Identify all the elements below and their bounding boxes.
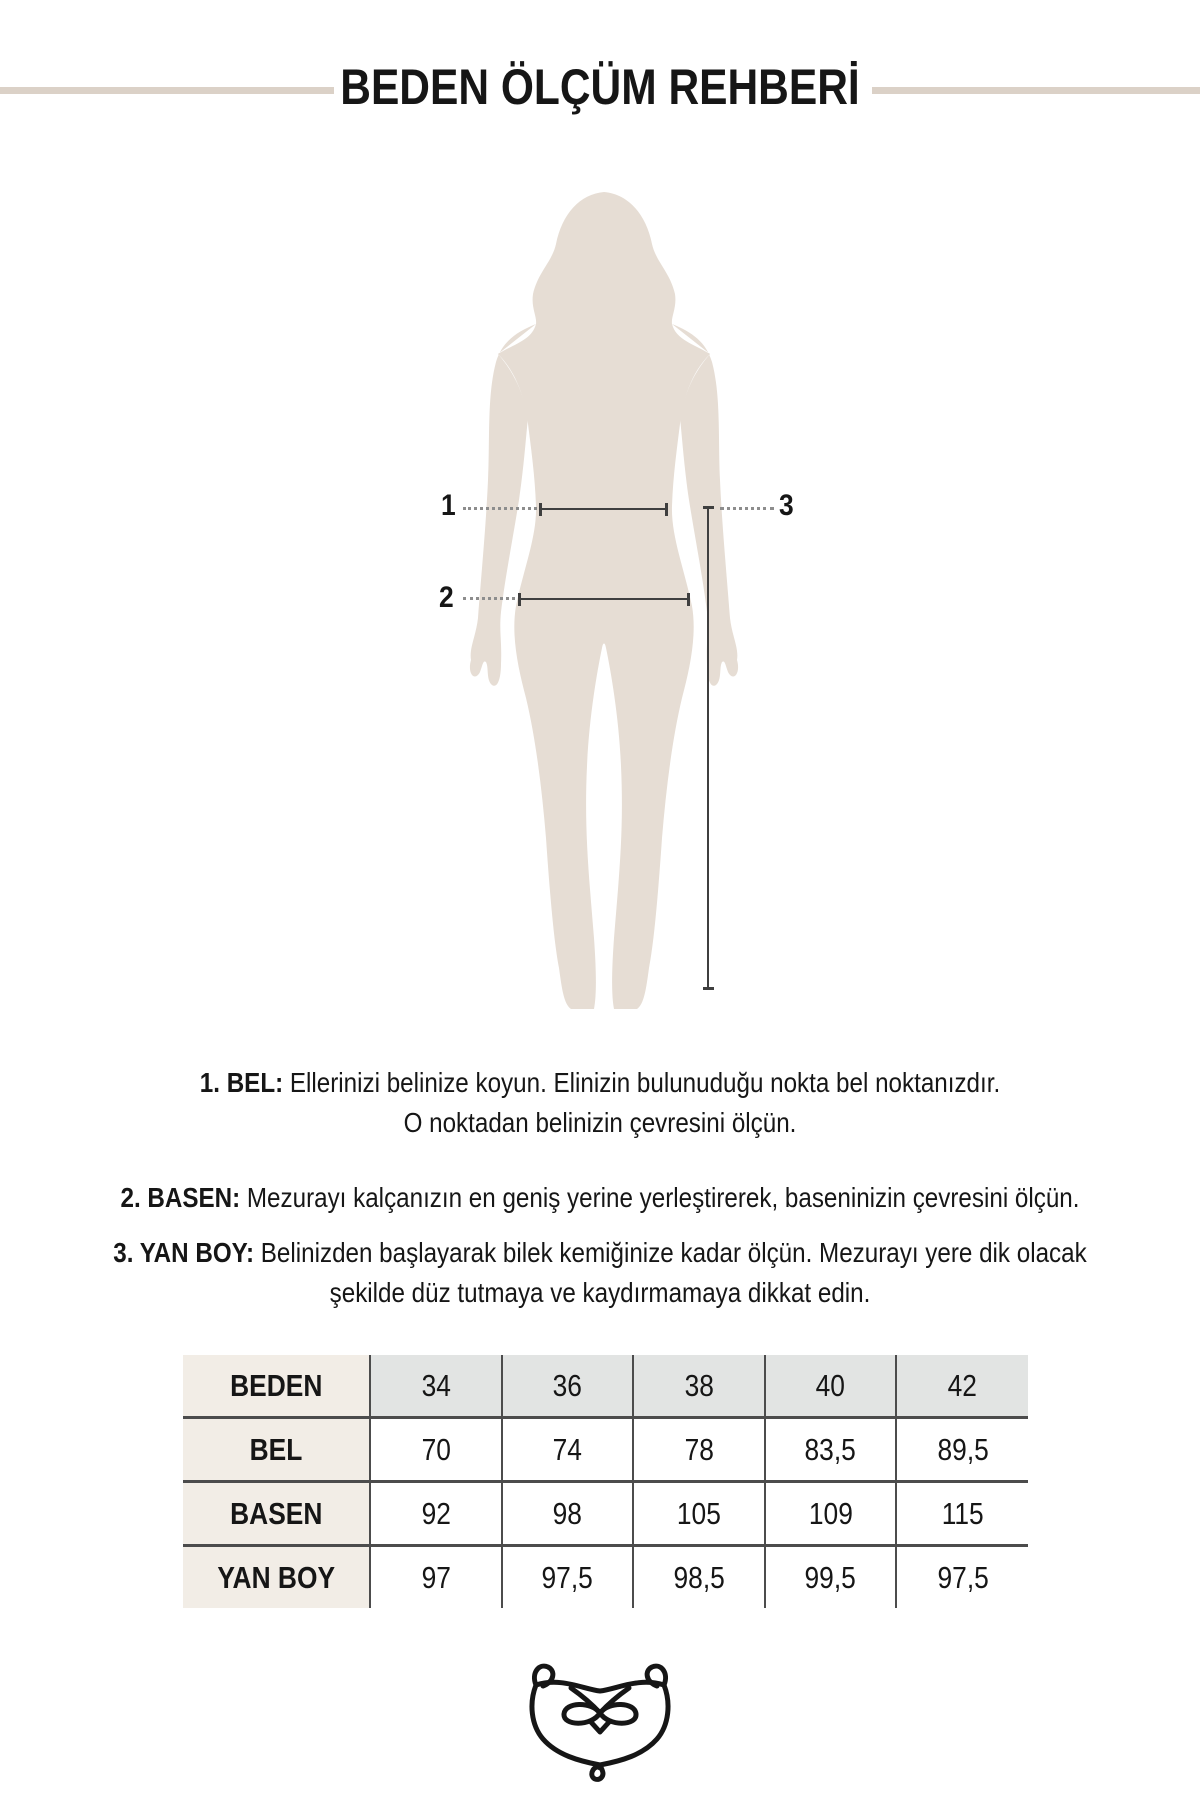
instruction-bel (72, 1063, 1128, 1143)
ornament-infinity (564, 1704, 636, 1723)
instruction-bel-label: 1. BEL: (199, 1067, 284, 1098)
row-label-basen: BASEN (183, 1482, 370, 1546)
cell-bel-38: 78 (633, 1418, 765, 1482)
instruction-yanboy-label: 3. YAN BOY: (113, 1237, 255, 1268)
header-cell-size-42: 42 (896, 1355, 1028, 1418)
instruction-yanboy-text-line2: şekilde düz tutmaya ve kaydırmamaya dikkat edin. (329, 1277, 871, 1308)
waist-marker-number: 1 (441, 489, 456, 522)
waist-dotted-line (463, 507, 537, 510)
cell-basen-40: 109 (765, 1482, 897, 1546)
hip-measure-line (518, 598, 690, 600)
side-length-dotted-line (720, 507, 774, 510)
size-table (183, 1355, 1028, 1608)
instruction-bel-text-line1: Ellerinizi belinize koyun. Elinizin bulunuduğu nokta bel noktanızdır. (289, 1067, 1001, 1098)
hip-marker-number: 2 (439, 581, 454, 614)
cell-basen-38: 105 (633, 1482, 765, 1546)
page-title: BEDEN ÖLÇÜM REHBERİ (340, 59, 860, 115)
cell-bel-36: 74 (502, 1418, 634, 1482)
brand-ornament-icon (511, 1655, 689, 1783)
row-label-yanboy: YAN BOY (183, 1546, 370, 1609)
cell-yanboy-40: 99,5 (765, 1546, 897, 1609)
side-length-measure-line (707, 506, 709, 990)
cell-bel-40: 83,5 (765, 1418, 897, 1482)
instruction-yanboy (72, 1233, 1128, 1313)
header-cell-size-36: 36 (502, 1355, 634, 1418)
cell-yanboy-34: 97 (370, 1546, 502, 1609)
row-label-bel: BEL (183, 1418, 370, 1482)
header-cell-beden: BEDEN (183, 1355, 370, 1418)
cell-basen-34: 92 (370, 1482, 502, 1546)
cell-yanboy-42: 97,5 (896, 1546, 1028, 1609)
instruction-basen-text: Mezurayı kalçanızın en geniş yerine yerleştirerek, baseninizin çevresini ölçün. (246, 1182, 1080, 1213)
side-length-marker-number: 3 (779, 489, 794, 522)
cell-basen-36: 98 (502, 1482, 634, 1546)
instruction-yanboy-text-line1: Belinizden başlayarak bilek kemiğinize kadar ölçün. Mezurayı yere dik olacak (260, 1237, 1087, 1268)
instruction-basen-label: 2. BASEN: (120, 1182, 241, 1213)
header-cell-size-34: 34 (370, 1355, 502, 1418)
silhouette-torso (498, 192, 710, 1009)
ornament-center-notch (590, 1721, 610, 1732)
instruction-bel-text-line2: O noktadan belinizin çevresini ölçün. (403, 1107, 797, 1138)
cell-yanboy-38: 98,5 (633, 1546, 765, 1609)
size-table-header-row (183, 1355, 1028, 1418)
ornament-outline (532, 1685, 668, 1765)
cell-basen-42: 115 (896, 1482, 1028, 1546)
hip-dotted-line (463, 597, 515, 600)
table-row-bel (183, 1418, 1028, 1482)
decorative-rule-right (872, 87, 1200, 94)
ornament-top-edge (536, 1682, 664, 1691)
table-row-basen (183, 1482, 1028, 1546)
instruction-basen (72, 1178, 1128, 1218)
cell-bel-34: 70 (370, 1418, 502, 1482)
ornament-bottom-curl (592, 1765, 603, 1779)
cell-yanboy-36: 97,5 (502, 1546, 634, 1609)
body-silhouette (440, 170, 780, 1030)
header-cell-size-38: 38 (633, 1355, 765, 1418)
waist-measure-line (539, 508, 668, 510)
header-cell-size-40: 40 (765, 1355, 897, 1418)
cell-bel-42: 89,5 (896, 1418, 1028, 1482)
table-row-yanboy (183, 1546, 1028, 1609)
